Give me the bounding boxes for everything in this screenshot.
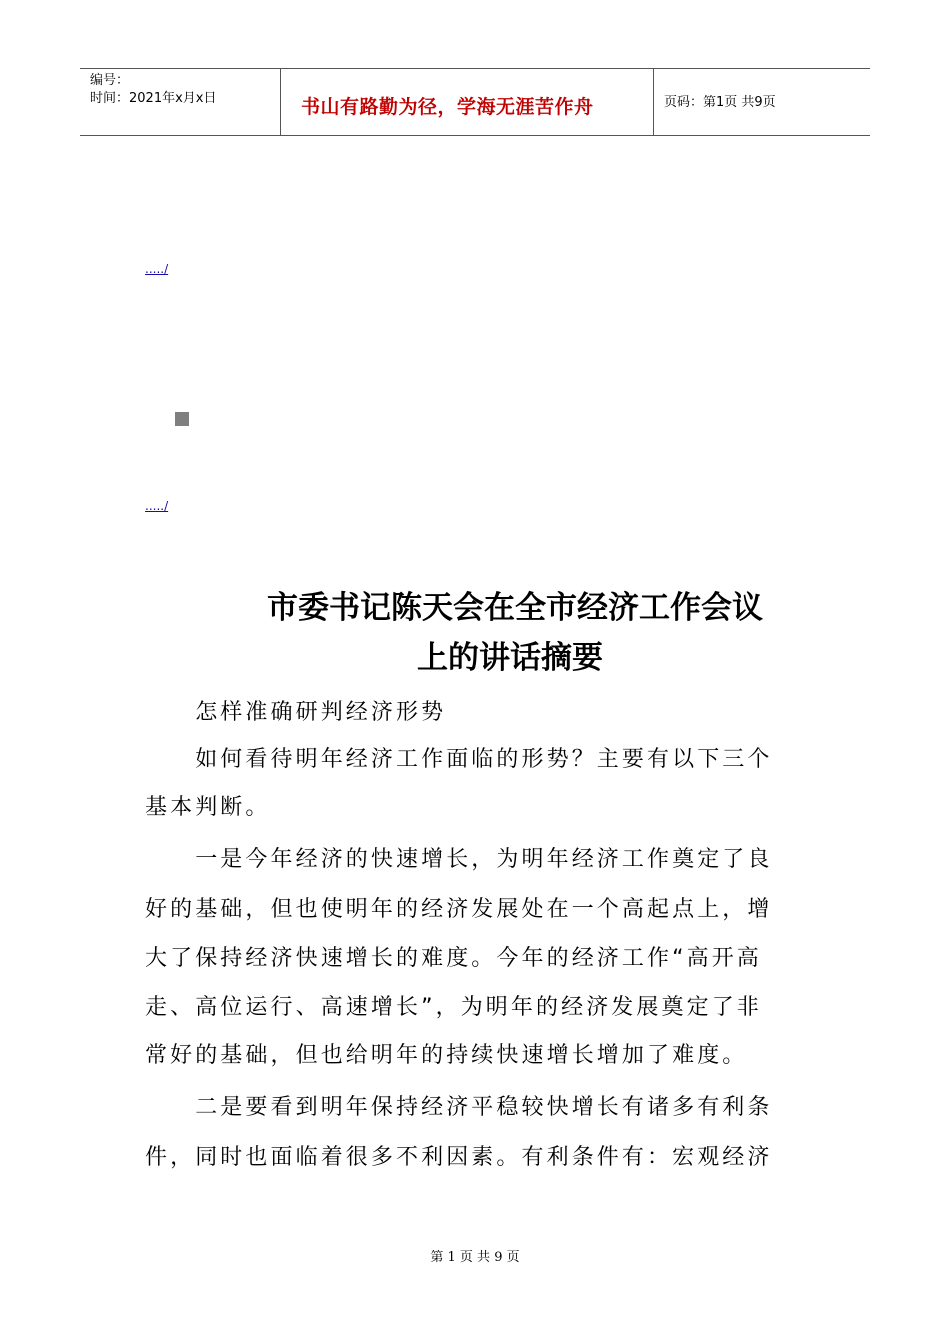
header-meta-cell xyxy=(80,69,281,135)
body-line: 二是要看到明年保持经济平稳较快增长有诸多有利条 xyxy=(145,1095,773,1120)
document-number-label: 编号： xyxy=(90,73,130,88)
header-motto-cell xyxy=(281,69,654,135)
page-footer: 第 1 页 共 9 页 xyxy=(430,1250,520,1265)
top-link[interactable]: ...../ xyxy=(145,262,169,276)
body-line: 常好的基础，但也给明年的持续快速增长增加了难度。 xyxy=(145,1043,748,1068)
body-line: 如何看待明年经济工作面临的形势？主要有以下三个 xyxy=(145,747,773,772)
body-line: 基本判断。 xyxy=(145,795,271,820)
header-motto: 书山有路勤为径，学海无涯苦作舟 xyxy=(301,96,594,118)
middle-link[interactable]: ...../ xyxy=(145,499,169,513)
document-header xyxy=(80,68,870,136)
document-title-line-1: 市委书记陈天会在全市经济工作会议 xyxy=(267,590,763,626)
body-line: 大了保持经济快速增长的难度。今年的经济工作“高开高 xyxy=(145,946,762,971)
document-title-line-2: 上的讲话摘要 xyxy=(417,640,603,676)
body-line: 件，同时也面临着很多不利因素。有利条件有：宏观经济 xyxy=(145,1145,773,1170)
body-line: 走、高位运行、高速增长”，为明年的经济发展奠定了非 xyxy=(145,995,762,1020)
body-line: 好的基础，但也使明年的经济发展处在一个高起点上，增 xyxy=(145,897,773,922)
header-page-cell xyxy=(654,69,870,135)
document-time-label: 时间：2021年x月x日 xyxy=(90,91,217,106)
body-line: 一是今年经济的快速增长，为明年经济工作奠定了良 xyxy=(145,847,773,872)
body-line: 怎样准确研判经济形势 xyxy=(145,700,447,725)
header-page-info: 页码：第1页 共9页 xyxy=(664,95,776,110)
image-placeholder-icon xyxy=(175,412,189,426)
